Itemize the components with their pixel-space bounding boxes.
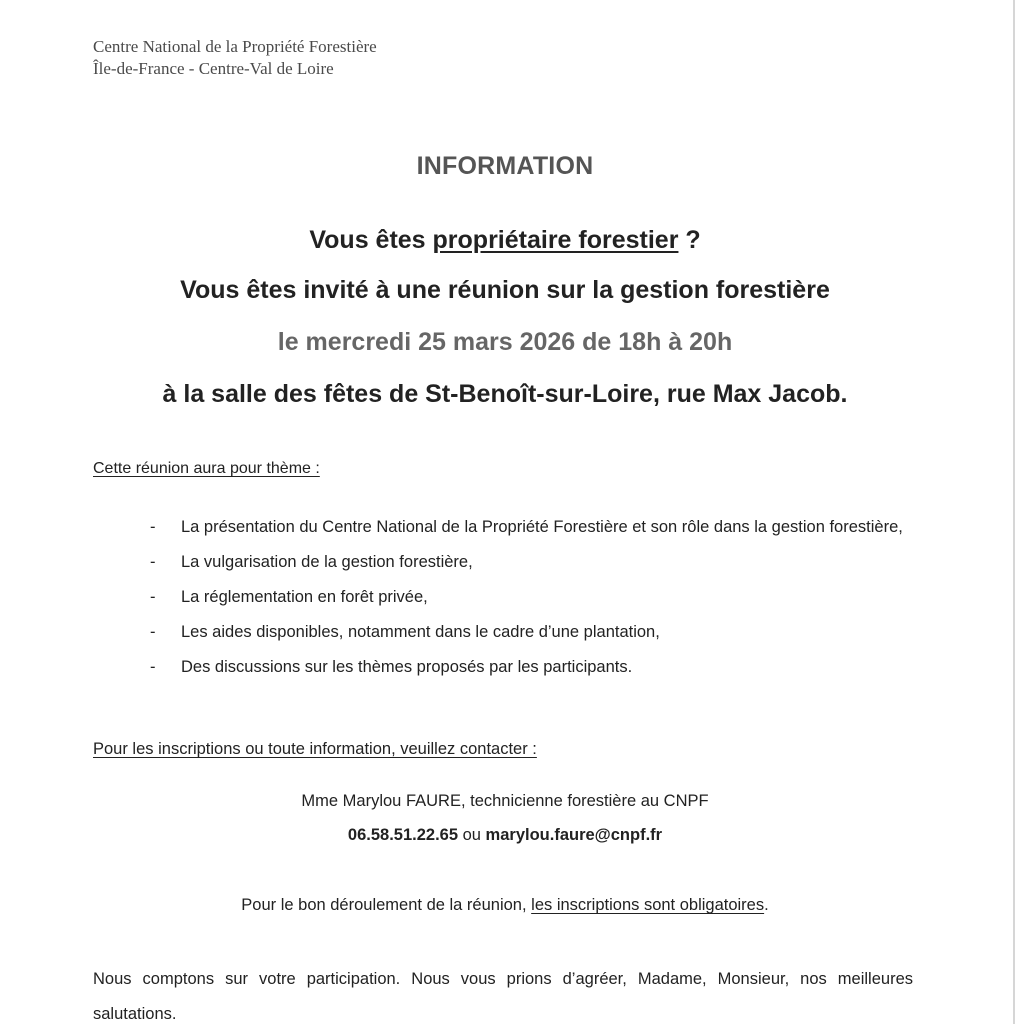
- question-underlined: propriétaire forestier: [432, 226, 679, 254]
- list-item-text: La présentation du Centre National de la Propriété Forestière et son rôle dans la gestion forestière,: [181, 518, 903, 536]
- bullet-dash: -: [150, 658, 156, 676]
- headline-invitation: Vous êtes invité à une réunion sur la gestion forestière: [180, 276, 830, 304]
- list-item-text: La vulgarisation de la gestion forestière,: [181, 553, 473, 571]
- document-title: INFORMATION: [416, 152, 594, 180]
- bullet-dash: -: [150, 518, 156, 536]
- list-item: [150, 580, 920, 615]
- list-item-text: Les aides disponibles, notamment dans le cadre d’une plantation,: [181, 623, 660, 641]
- list-item: [150, 650, 920, 685]
- bullet-dash: -: [150, 623, 156, 641]
- bullet-dash: -: [150, 553, 156, 571]
- contact-email: marylou.faure@cnpf.fr: [485, 826, 663, 844]
- contact-phone: 06.58.51.22.65: [347, 826, 459, 844]
- meeting-place: à la salle des fêtes de St-Benoît-sur-Loire, rue Max Jacob.: [162, 380, 848, 408]
- meeting-date: le mercredi 25 mars 2026 de 18h à 20h: [277, 328, 733, 356]
- registration-note: [0, 896, 1010, 915]
- contact-person: Mme Marylou FAURE, technicienne forestière au CNPF: [301, 792, 709, 810]
- question-suffix: ?: [678, 226, 701, 254]
- list-item: [150, 510, 920, 545]
- registration-suffix: .: [764, 896, 769, 914]
- list-item-text: La réglementation en forêt privée,: [181, 588, 428, 606]
- contact-or: ou: [458, 826, 486, 844]
- org-name: Centre National de la Propriété Forestière: [93, 37, 377, 56]
- themes-heading: Cette réunion aura pour thème :: [93, 460, 320, 477]
- scan-edge-line: [1013, 0, 1015, 1024]
- contact-heading: Pour les inscriptions ou toute information, veuillez contacter :: [93, 740, 537, 758]
- themes-list: [150, 510, 920, 685]
- headline-question: [0, 226, 1010, 255]
- closing-salutation: Nous comptons sur votre participation. Nous vous prions d’agréer, Madame, Monsieur, nos meilleures salutations.: [93, 970, 913, 1023]
- list-item: [150, 615, 920, 650]
- organization-header: [93, 36, 377, 80]
- list-item: [150, 545, 920, 580]
- org-region: Île-de-France - Centre-Val de Loire: [93, 59, 334, 78]
- list-item-text: Des discussions sur les thèmes proposés par les participants.: [181, 658, 633, 676]
- contact-details: [0, 826, 1010, 845]
- question-prefix: Vous êtes: [309, 226, 433, 254]
- registration-mandatory: les inscriptions sont obligatoires: [531, 896, 765, 914]
- registration-prefix: Pour le bon déroulement de la réunion,: [241, 896, 532, 914]
- bullet-dash: -: [150, 588, 156, 606]
